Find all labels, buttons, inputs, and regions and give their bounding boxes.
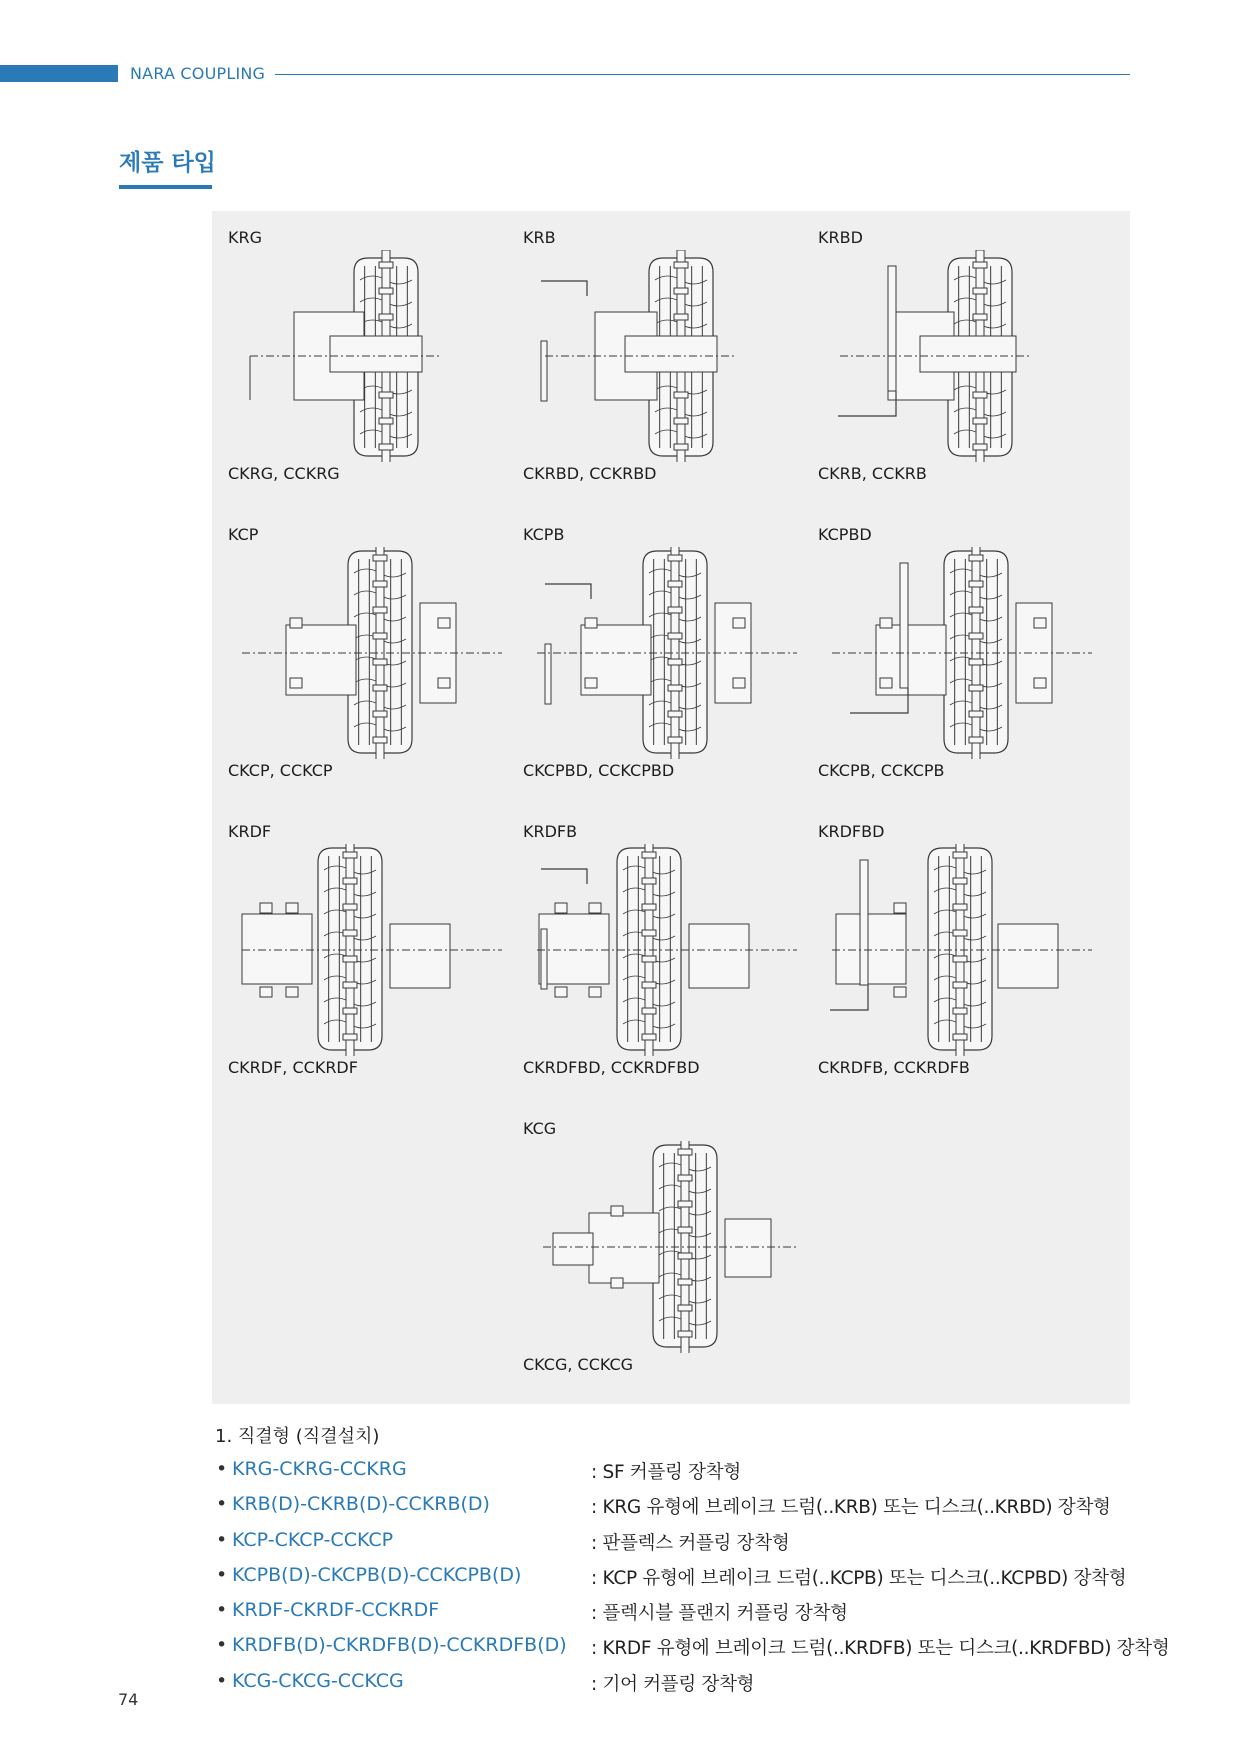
flange-bolt xyxy=(642,1034,656,1040)
product-cell xyxy=(523,1119,819,1387)
brake-drum xyxy=(545,584,591,599)
flange-bolt xyxy=(343,878,357,884)
flange-bolt xyxy=(642,878,656,884)
coupling-drawing xyxy=(535,844,805,1056)
flange-bolt xyxy=(969,737,983,743)
shaft-hub xyxy=(242,914,312,984)
bullet: • xyxy=(216,1599,228,1622)
flange-bolt xyxy=(953,1034,967,1040)
flange-bolt xyxy=(668,581,682,587)
shaft-hub xyxy=(589,1213,659,1283)
flange-bolt xyxy=(678,1149,692,1155)
coupling-drawing xyxy=(535,1141,805,1353)
flange-bolt xyxy=(674,418,688,424)
coupling-drawing xyxy=(830,844,1100,1056)
hex-bolt xyxy=(438,618,450,628)
flange-bolt xyxy=(678,1201,692,1207)
flange-bolt xyxy=(953,852,967,858)
product-model-label: CKRG, CCKRG xyxy=(228,464,340,483)
flange-bolt xyxy=(379,288,393,294)
shaft-hub xyxy=(625,336,717,372)
product-type-label: KRB xyxy=(523,228,556,247)
flange-bolt xyxy=(953,904,967,910)
flange-bolt xyxy=(668,711,682,717)
brake-lever xyxy=(541,929,547,989)
hex-bolt xyxy=(589,987,601,997)
flange-bolt xyxy=(969,711,983,717)
product-type-label: KRBD xyxy=(818,228,863,247)
flange-bolt xyxy=(379,444,393,450)
list-item xyxy=(216,1599,1136,1634)
hex-bolt xyxy=(733,678,745,688)
product-cell xyxy=(228,525,524,793)
flange-bolt xyxy=(642,930,656,936)
product-model-label: CKCP, CCKCP xyxy=(228,761,333,780)
flange-bolt xyxy=(973,314,987,320)
flange-bolt xyxy=(668,685,682,691)
shaft-hub xyxy=(836,914,906,984)
flange-bolt xyxy=(343,852,357,858)
hex-bolt xyxy=(260,987,272,997)
hex-bolt xyxy=(1034,618,1046,628)
hex-bolt xyxy=(611,1206,623,1216)
list-item xyxy=(216,1564,1136,1599)
hex-bolt xyxy=(290,618,302,628)
shaft-hub xyxy=(390,924,450,988)
header-accent-bar xyxy=(0,65,118,82)
flange-bolt xyxy=(973,288,987,294)
product-type-label: KRDFB xyxy=(523,822,578,841)
brake-arm xyxy=(838,391,896,416)
flange-bolt xyxy=(674,444,688,450)
flange-bolt xyxy=(642,1008,656,1014)
flange-bolt xyxy=(379,418,393,424)
flange-bolt xyxy=(969,607,983,613)
flange-bolt xyxy=(379,392,393,398)
flange-bolt xyxy=(678,1305,692,1311)
hex-bolt xyxy=(880,618,892,628)
product-model-label: CKCPBD, CCKCPBD xyxy=(523,761,675,780)
flange-bolt xyxy=(642,904,656,910)
hex-bolt xyxy=(438,678,450,688)
product-type-list xyxy=(216,1458,1170,1705)
coupling-drawing xyxy=(535,547,805,759)
product-cell xyxy=(818,228,1114,496)
brake-disc xyxy=(900,563,908,688)
product-diagram-panel xyxy=(212,211,1130,1404)
coupling-drawing xyxy=(830,547,1100,759)
product-description: : 판플렉스 커플링 장착형 xyxy=(591,1532,790,1554)
coupling-drawing xyxy=(240,844,510,1056)
product-type-label: KCP xyxy=(228,525,259,544)
product-description: : 기어 커플링 장착형 xyxy=(591,1673,755,1695)
product-code: KCP-CKCP-CCKCP xyxy=(232,1528,394,1551)
flange-bolt xyxy=(953,878,967,884)
list-item xyxy=(216,1634,1170,1669)
page-number: 74 xyxy=(118,1690,139,1709)
product-code: KCG-CKCG-CCKCG xyxy=(232,1669,404,1692)
list-item xyxy=(216,1529,1136,1564)
flange-bolt xyxy=(343,1034,357,1040)
flange-bolt xyxy=(674,314,688,320)
flange-bolt xyxy=(678,1253,692,1259)
flange-bolt xyxy=(674,288,688,294)
product-type-label: KCPB xyxy=(523,525,565,544)
flange-bolt xyxy=(969,581,983,587)
product-type-label: KCPBD xyxy=(818,525,872,544)
hex-bolt xyxy=(880,678,892,688)
brake-lever xyxy=(541,341,547,401)
shaft-hub xyxy=(998,924,1058,988)
flange-bolt xyxy=(953,956,967,962)
flange-bolt xyxy=(953,930,967,936)
product-type-label: KRG xyxy=(228,228,263,247)
brake-disc xyxy=(888,266,896,391)
flange-bolt xyxy=(973,444,987,450)
brake-disc xyxy=(860,860,868,985)
section-title: 1. 직결형 (직결설치) xyxy=(215,1426,380,1447)
brake-drum xyxy=(541,869,587,884)
product-type-label: KCG xyxy=(523,1119,557,1138)
product-description: : SF 커플링 장착형 xyxy=(591,1462,741,1483)
hex-bolt xyxy=(589,903,601,913)
flange-bolt xyxy=(674,392,688,398)
product-cell xyxy=(228,822,524,1090)
header-brand: NARA COUPLING xyxy=(130,64,266,83)
flange-bolt xyxy=(373,737,387,743)
product-type-label: KRDF xyxy=(228,822,272,841)
hex-bolt xyxy=(555,903,567,913)
hex-bolt xyxy=(894,903,906,913)
flange-bolt xyxy=(379,262,393,268)
flange-bolt xyxy=(678,1175,692,1181)
hex-bolt xyxy=(260,903,272,913)
product-code: KRDF-CKRDF-CCKRDF xyxy=(232,1599,440,1622)
flange-bolt xyxy=(953,1008,967,1014)
flange-bolt xyxy=(668,633,682,639)
product-code: KCPB(D)-CKCPB(D)-CCKCPB(D) xyxy=(232,1563,522,1586)
product-model-label: CKRDFB, CCKRDFB xyxy=(818,1058,970,1077)
product-cell xyxy=(228,228,524,496)
product-description: : KCP 유형에 브레이크 드럼(..KCPB) 또는 디스크(..KCPBD) 장착형 xyxy=(591,1567,1127,1589)
hex-bolt xyxy=(290,678,302,688)
flange-bolt xyxy=(973,418,987,424)
bullet: • xyxy=(216,1563,228,1586)
list-item xyxy=(216,1458,1136,1493)
shaft-hub xyxy=(330,336,422,372)
flange-bolt xyxy=(373,633,387,639)
coupling-drawing xyxy=(240,250,510,462)
bullet: • xyxy=(216,1458,228,1480)
product-type-label: KRDFBD xyxy=(818,822,885,841)
product-cell xyxy=(818,525,1114,793)
product-code: KRG-CKRG-CCKRG xyxy=(232,1458,407,1480)
shaft-hub xyxy=(539,914,609,984)
flange-bolt xyxy=(373,711,387,717)
header-rule xyxy=(275,74,1130,75)
page-title: 제품 타입 xyxy=(119,150,216,176)
flange-bolt xyxy=(373,659,387,665)
coupling-drawing xyxy=(240,547,510,759)
flange-bolt xyxy=(343,1008,357,1014)
shaft-hub xyxy=(725,1219,771,1277)
product-code: KRB(D)-CKRB(D)-CCKRB(D) xyxy=(232,1493,490,1516)
flange-bolt xyxy=(668,607,682,613)
hex-bolt xyxy=(1034,678,1046,688)
flange-bolt xyxy=(343,982,357,988)
shaft-hub xyxy=(553,1233,593,1265)
flange-bolt xyxy=(642,852,656,858)
page-title-underline xyxy=(119,185,212,189)
flange-bolt xyxy=(953,982,967,988)
flange-bolt xyxy=(373,685,387,691)
flange-bolt xyxy=(373,607,387,613)
product-description: : KRG 유형에 브레이크 드럼(..KRB) 또는 디스크(..KRBD) 장착형 xyxy=(591,1497,1111,1519)
product-cell xyxy=(523,228,819,496)
hex-bolt xyxy=(286,903,298,913)
flange-bolt xyxy=(678,1279,692,1285)
flange-bolt xyxy=(969,685,983,691)
flange-bolt xyxy=(969,555,983,561)
hex-bolt xyxy=(894,987,906,997)
bullet: • xyxy=(216,1528,228,1551)
list-item xyxy=(216,1670,1136,1705)
hex-bolt xyxy=(555,987,567,997)
flange-bolt xyxy=(973,392,987,398)
product-model-label: CKRB, CCKRB xyxy=(818,464,927,483)
hex-bolt xyxy=(585,618,597,628)
flange-bolt xyxy=(969,633,983,639)
product-model-label: CKRBD, CCKRBD xyxy=(523,464,657,483)
brake-arm xyxy=(830,985,868,1010)
flange-bolt xyxy=(642,982,656,988)
product-cell xyxy=(523,822,819,1090)
flange-bolt xyxy=(343,956,357,962)
product-model-label: CKRDFBD, CCKRDFBD xyxy=(523,1058,700,1077)
flange-bolt xyxy=(973,262,987,268)
hex-bolt xyxy=(611,1278,623,1288)
list-item xyxy=(216,1493,1136,1528)
product-cell xyxy=(818,822,1114,1090)
flange-bolt xyxy=(969,659,983,665)
flange-bolt xyxy=(373,555,387,561)
hex-bolt xyxy=(733,618,745,628)
product-description: : KRDF 유형에 브레이크 드럼(..KRDFB) 또는 디스크(..KRDFBD) 장착형 xyxy=(591,1638,1170,1660)
flange-bolt xyxy=(668,659,682,665)
shaft-hub xyxy=(920,336,1016,372)
flange-bolt xyxy=(642,956,656,962)
bullet: • xyxy=(216,1669,228,1692)
flange-bolt xyxy=(674,262,688,268)
flange-bolt xyxy=(379,314,393,320)
product-cell xyxy=(523,525,819,793)
coupling-drawing xyxy=(830,250,1100,462)
product-code: KRDFB(D)-CKRDFB(D)-CCKRDFB(D) xyxy=(232,1634,567,1657)
product-model-label: CKCG, CCKCG xyxy=(523,1355,634,1374)
flange-bolt xyxy=(678,1331,692,1337)
brake-drum xyxy=(541,281,587,296)
hex-bolt xyxy=(585,678,597,688)
flange-bolt xyxy=(343,904,357,910)
coupling-drawing xyxy=(535,250,805,462)
product-model-label: CKCPB, CCKCPB xyxy=(818,761,945,780)
shaft-hub xyxy=(689,924,749,988)
product-description: : 플렉시블 플랜지 커플링 장착형 xyxy=(591,1603,848,1625)
flange-bolt xyxy=(668,737,682,743)
flange-bolt xyxy=(668,555,682,561)
product-model-label: CKRDF, CCKRDF xyxy=(228,1058,358,1077)
bullet: • xyxy=(216,1634,228,1657)
flange-bolt xyxy=(373,581,387,587)
flange-bolt xyxy=(343,930,357,936)
bullet: • xyxy=(216,1493,228,1516)
hex-bolt xyxy=(286,987,298,997)
flange-bolt xyxy=(678,1227,692,1233)
